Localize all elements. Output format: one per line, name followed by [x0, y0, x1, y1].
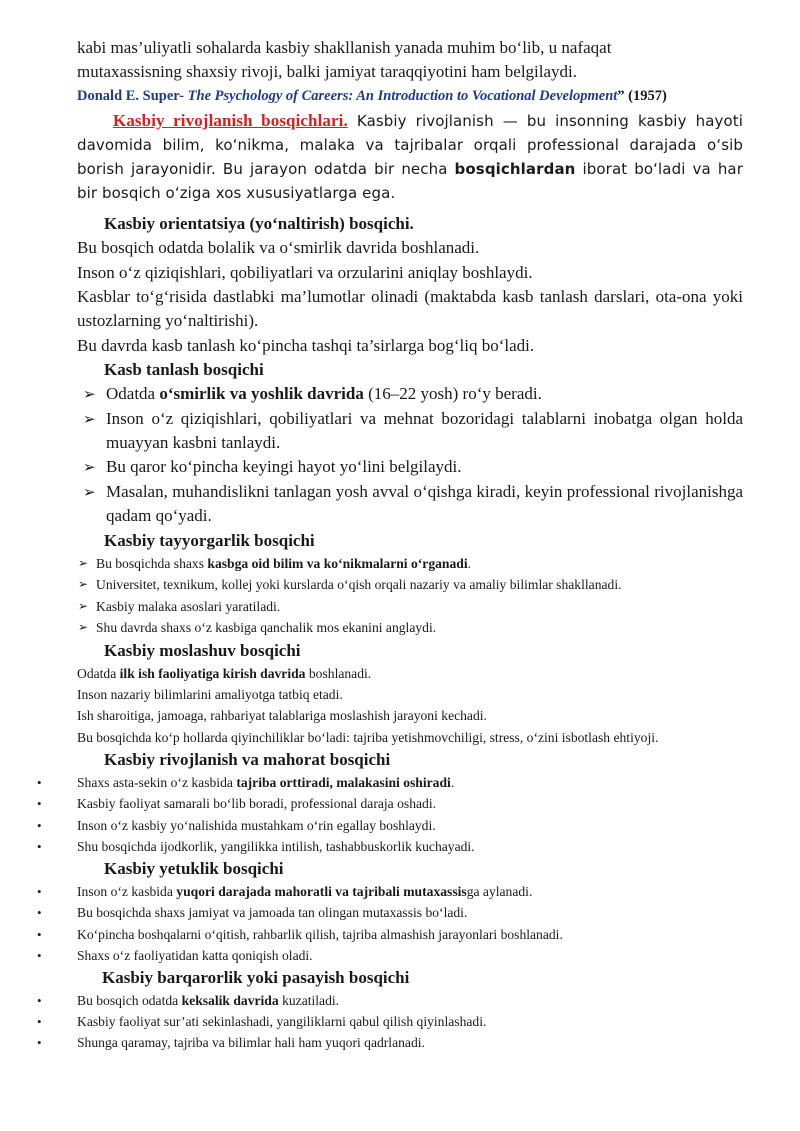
citation-year: ” (1957): [617, 88, 667, 105]
stability-list: [77, 990, 743, 1054]
list-item: ➢ Universitet, texnikum, kollej yoki kurslarda o‘qish orqali nazariy va amaliy bilimlar shakllanadi.: [77, 574, 743, 596]
item-text: Bu bosqich odatda: [77, 992, 182, 1008]
training-list: [77, 553, 743, 639]
list-item: [77, 772, 743, 793]
section-heading-training: Kasbiy tayyorgarlik bosqichi: [104, 530, 315, 550]
definition-text-1: Kasbiy rivojlanish — bu insonning kasbiy hayoti davomida bilim, ko‘nikma, malaka va tajribalar orqali professional darajada o‘sib borish jarayonidir. Bu jarayon odatda bir necha: [77, 112, 743, 179]
section-heading-mastery: Kasbiy rivojlanish va mahorat bosqichi: [104, 750, 391, 770]
maturity-list: [77, 881, 743, 966]
item-text: .: [450, 775, 455, 791]
section-heading-maturity: Kasbiy yetuklik bosqichi: [104, 859, 284, 879]
definition-term: Kasbiy rivojlanish bosqichlari.: [113, 111, 348, 131]
item-text: (16–22 yosh) ro‘y beradi.: [363, 384, 542, 404]
line-text: Odatda: [77, 665, 120, 681]
list-item: ➢ Masalan, muhandislikni tanlagan yosh avval o‘qishga kiradi, keyin professional rivojlanishga qadam qo‘yadi.: [77, 480, 743, 529]
item-text: ga aylanadi.: [466, 884, 533, 900]
definition-paragraph: [77, 109, 743, 205]
definition-bold: bosqichlardan: [454, 160, 576, 179]
adaptation-line-4: Bu bosqichda ko‘p hollarda qiyinchiliklar bo‘ladi: tajriba yetishmovchiligi, stress, o‘zini isbotlash ehtiyoji.: [77, 729, 659, 745]
intro-paragraph: [77, 36, 743, 83]
line-bold: ilk ish faoliyatiga kirish davrida: [119, 665, 306, 681]
list-item: ➢ Shu davrda shaxs o‘z kasbiga qanchalik mos ekanini anglaydi.: [77, 617, 743, 639]
list-item: [77, 382, 743, 406]
section-heading-orientation: Kasbiy orientatsiya (yo‘naltirish) bosqichi.: [104, 214, 414, 234]
adaptation-line-3: Ish sharoitiga, jamoaga, rahbariyat talablariga moslashish jarayoni kechadi.: [77, 708, 487, 724]
item-bold: o‘smirlik va yoshlik davrida: [159, 384, 364, 404]
item-bold: tajriba orttiradi, malakasini oshiradi: [236, 775, 451, 791]
list-item: • Bu bosqichda shaxs jamiyat va jamoada tan olingan mutaxassis bo‘ladi.: [77, 902, 743, 923]
orientation-line-4: Bu davrda kasb tanlash ko‘pincha tashqi ta’sirlarga bog‘liq bo‘ladi.: [77, 335, 535, 355]
item-text: kuzatiladi.: [278, 992, 340, 1008]
intro-line-2: mutaxassisning shaxsiy rivoji, balki jamiyat taraqqiyotini ham belgilaydi.: [77, 61, 578, 81]
list-item: [77, 553, 743, 575]
item-bold: keksalik davrida: [181, 992, 279, 1008]
item-text: Inson o‘z kasbida: [77, 884, 177, 900]
adaptation-line-1: [77, 663, 743, 684]
item-text: Shaxs asta-sekin o‘z kasbida: [77, 775, 237, 791]
list-item: • Shaxs o‘z faoliyatidan katta qoniqish oladi.: [77, 945, 743, 966]
choice-list: [77, 382, 743, 528]
list-item: • Inson o‘z kasbiy yo‘nalishida mustahkam o‘rin egallay boshlaydi.: [77, 815, 743, 836]
definition-text-2: iborat bo‘ladi va har bir bosqich o‘ziga xos xususiyatlarga ega.: [77, 160, 743, 203]
line-text: boshlanadi.: [305, 665, 372, 681]
list-item: ➢ Bu qaror ko‘pincha keyingi hayot yo‘lini belgilaydi.: [77, 455, 743, 479]
orientation-line-1: Bu bosqich odatda bolalik va o‘smirlik davrida boshlanadi.: [77, 238, 480, 258]
orientation-line-2: Inson o‘z qiziqishlari, qobiliyatlari va orzularini aniqlay boshlaydi.: [77, 262, 533, 282]
list-item: • Shu bosqichda ijodkorlik, yangilikka intilish, tashabbuskorlik kuchayadi.: [77, 836, 743, 857]
citation-title: The Psychology of Careers: An Introduction to Vocational Development: [187, 88, 618, 105]
list-item: ➢ Kasbiy malaka asoslari yaratiladi.: [77, 596, 743, 618]
list-item: • Kasbiy faoliyat samarali bo‘lib boradi, professional daraja oshadi.: [77, 793, 743, 814]
list-item: • Shunga qaramay, tajriba va bilimlar hali ham yuqori qadrlanadi.: [77, 1032, 743, 1053]
list-item: ➢ Inson o‘z qiziqishlari, qobiliyatlari va mehnat bozoridagi talablarni inobatga olgan holda muayyan kasbni tanlaydi.: [77, 407, 743, 456]
intro-line-1: kabi mas’uliyatli sohalarda kasbiy shakllanish yanada muhim bo‘lib, u nafaqat: [77, 38, 612, 57]
list-item: • Kasbiy faoliyat sur’ati sekinlashadi, yangiliklarni qabul qilish qiyinlashadi.: [77, 1011, 743, 1032]
item-bold: kasbga oid bilim va ko‘nikmalarni o‘rganadi: [207, 555, 468, 571]
item-text: .: [467, 555, 472, 571]
section-heading-stability: Kasbiy barqarorlik yoki pasayish bosqichi: [102, 967, 410, 987]
adaptation-line-2: Inson nazariy bilimlarini amaliyotga tatbiq etadi.: [77, 687, 343, 703]
item-bold: yuqori darajada mahoratli va tajribali mutaxassis: [176, 884, 467, 900]
list-item: • Ko‘pincha boshqalarni o‘qitish, rahbarlik qilish, tajriba almashish jarayonlari boshlanadi.: [77, 924, 743, 945]
section-heading-adaptation: Kasbiy moslashuv bosqichi: [104, 640, 301, 660]
source-citation: [77, 85, 743, 108]
list-item: [77, 990, 743, 1011]
section-heading-choice: Kasb tanlash bosqichi: [104, 360, 264, 380]
list-item: [77, 881, 743, 902]
citation-author: Donald E. Super-: [77, 88, 188, 105]
item-text: Bu bosqichda shaxs: [96, 555, 208, 571]
item-text: Odatda: [106, 384, 160, 404]
orientation-line-3: Kasblar to‘g‘risida dastlabki ma’lumotlar olinadi (maktabda kasb tanlash darslari, ota-ona yoki ustozlarning yo‘naltirishi).: [77, 287, 743, 331]
mastery-list: [77, 772, 743, 857]
